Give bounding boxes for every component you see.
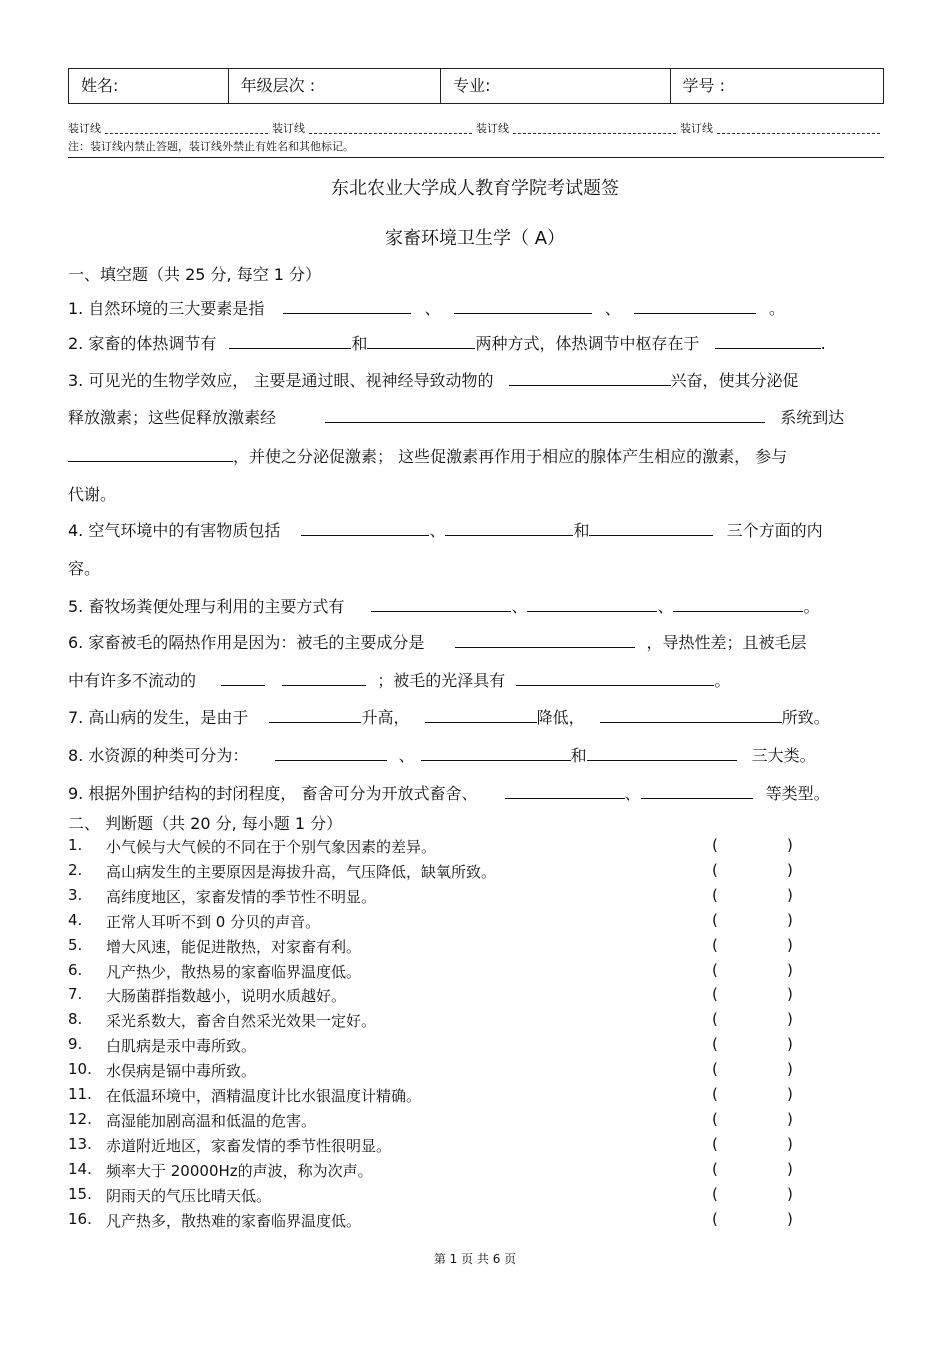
judgement-item (68, 1185, 808, 1205)
question-3-line4: 代谢。 (68, 485, 117, 504)
judgement-item (68, 1110, 808, 1130)
course-title: 家畜环境卫生学（ A） (384, 228, 566, 249)
section1-heading: 一、填空题（共 25 分, 每空 1 分） (68, 265, 322, 284)
answer-paren-close[interactable]: ) (787, 860, 793, 879)
item-text: 阴雨天的气压比晴天低。 (106, 1186, 272, 1205)
item-number: 1. (68, 836, 83, 854)
blank[interactable] (587, 746, 737, 761)
item-number: 16. (68, 1209, 92, 1228)
item-text: 高纬度地区，家畜发情的季节性不明显。 (106, 887, 377, 906)
blank[interactable] (527, 597, 657, 612)
item-text: 大肠菌群指数越小，说明水质越好。 (106, 987, 347, 1006)
student-id-label: 学号 : (682, 76, 726, 95)
judgement-item (68, 1035, 808, 1055)
question-3-line2: 释放激素；这些促释放激素经 系统到达 (68, 408, 845, 427)
answer-paren-open[interactable]: ( (712, 1209, 718, 1228)
name-field[interactable] (69, 69, 229, 103)
item-number: 12. (68, 1109, 92, 1128)
item-text: 正常人耳听不到 0 分贝的声音。 (106, 912, 321, 931)
student-info-table (68, 68, 884, 104)
item-number: 11. (68, 1085, 92, 1103)
item-number: 6. (68, 960, 83, 979)
answer-paren-open[interactable]: ( (712, 1159, 718, 1178)
judgement-item (68, 985, 808, 1005)
judgement-item (68, 861, 808, 881)
answer-paren-close[interactable]: ) (787, 1209, 793, 1228)
item-number: 4. (68, 910, 83, 929)
answer-paren-open[interactable]: ( (712, 1010, 718, 1029)
answer-paren-open[interactable]: ( (712, 860, 718, 879)
blank[interactable] (421, 746, 571, 761)
item-number: 15. (68, 1184, 92, 1203)
answer-paren-close[interactable]: ) (787, 985, 793, 1004)
item-text: 在低温环境中，酒精温度计比水银温度计精确。 (106, 1087, 422, 1105)
major-label: 专业: (453, 76, 491, 95)
blank[interactable] (425, 708, 537, 723)
blank[interactable] (282, 671, 366, 686)
major-field[interactable] (441, 69, 670, 103)
blank[interactable] (445, 521, 573, 536)
judgement-item (68, 836, 808, 856)
item-text: 频率大于 20000Hz的声波，称为次声。 (106, 1161, 373, 1180)
blank[interactable] (673, 597, 803, 612)
item-number: 9. (68, 1035, 83, 1054)
item-text: 高山病发生的主要原因是海拔升高，气压降低，缺氧所致。 (106, 862, 497, 881)
item-text: 高湿能加剧高温和低温的危害。 (106, 1111, 317, 1130)
blank[interactable] (229, 334, 351, 349)
answer-paren-open[interactable]: ( (712, 1060, 718, 1079)
binding-dash (513, 127, 676, 134)
judgement-item (68, 911, 808, 931)
item-number: 7. (68, 985, 83, 1004)
answer-paren-close[interactable]: ) (787, 836, 793, 854)
answer-paren-open[interactable]: ( (712, 1184, 718, 1203)
question-7: 7. 高山病的发生，是由于 升高， 降低， 所致。 (68, 708, 830, 727)
answer-paren-open[interactable]: ( (712, 935, 718, 954)
answer-paren-close[interactable]: ) (787, 1060, 793, 1079)
answer-paren-close[interactable]: ) (787, 1035, 793, 1054)
binding-dash (105, 127, 268, 134)
answer-paren-close[interactable]: ) (787, 885, 793, 904)
answer-paren-open[interactable]: ( (712, 1035, 718, 1054)
binding-label: 装订线 (476, 122, 509, 135)
student-id-field[interactable] (671, 69, 883, 103)
binding-label: 装订线 (272, 122, 305, 135)
item-number: 8. (68, 1010, 83, 1029)
blank[interactable] (68, 447, 233, 462)
item-text: 赤道附近地区，家畜发情的季节性很明显。 (106, 1136, 392, 1155)
judgement-item (68, 1085, 808, 1105)
name-label: 姓名: (81, 76, 119, 95)
section2-heading: 二、 判断题（共 20 分, 每小题 1 分） (68, 814, 343, 833)
question-6-line2: 中有许多不流动的 ；被毛的光泽具有 。 (68, 671, 731, 690)
answer-paren-open[interactable]: ( (712, 836, 718, 854)
blank[interactable] (600, 708, 782, 723)
blank[interactable] (269, 708, 361, 723)
binding-dash (309, 127, 472, 134)
item-text: 水俣病是镉中毒所致。 (106, 1062, 257, 1081)
blank[interactable] (715, 334, 821, 349)
item-number: 13. (68, 1134, 92, 1153)
blank[interactable] (283, 299, 411, 314)
item-number: 14. (68, 1159, 92, 1178)
blank[interactable] (371, 597, 511, 612)
grade-label: 年级层次 : (240, 76, 316, 95)
answer-paren-close[interactable]: ) (787, 935, 793, 954)
judgement-item (68, 1160, 808, 1180)
item-text: 白肌病是汞中毒所致。 (106, 1037, 257, 1056)
blank[interactable] (641, 784, 753, 799)
blank[interactable] (221, 671, 265, 686)
question-4-line2: 容。 (68, 559, 101, 578)
judgement-item (68, 1135, 808, 1155)
question-1: 1. 自然环境的三大要素是指 、 、 。 (68, 299, 785, 318)
item-text: 凡产热少，散热易的家畜临界温度低。 (106, 962, 362, 981)
blank[interactable] (455, 633, 635, 648)
page-footer: 第 1 页 共 6 页 (433, 1252, 517, 1266)
question-5: 5. 畜牧场粪便处理与利用的主要方式有 、 、 。 (68, 597, 820, 616)
judgement-item (68, 886, 808, 906)
answer-paren-close[interactable]: ) (787, 960, 793, 979)
binding-dash (717, 127, 880, 134)
answer-paren-close[interactable]: ) (787, 1159, 793, 1178)
answer-paren-open[interactable]: ( (712, 985, 718, 1004)
question-6: 6. 家畜被毛的隔热作用是因为：被毛的主要成分是 ，导热性差；且被毛层 (68, 633, 807, 652)
binding-label: 装订线 (68, 122, 101, 135)
question-8: 8. 水资源的种类可分为： 、 和 三大类。 (68, 746, 816, 765)
answer-paren-close[interactable]: ) (787, 1184, 793, 1203)
header-divider (68, 157, 884, 158)
item-text: 凡产热多，散热难的家畜临界温度低。 (106, 1211, 362, 1230)
item-text: 采光系数大，畜舍自然采光效果一定好。 (106, 1012, 377, 1031)
answer-paren-open[interactable]: ( (712, 885, 718, 904)
blank[interactable] (325, 408, 765, 423)
blank[interactable] (367, 334, 475, 349)
answer-paren-open[interactable]: ( (712, 1109, 718, 1128)
blank[interactable] (454, 299, 592, 314)
blank[interactable] (634, 299, 756, 314)
judgement-item (68, 1060, 808, 1080)
question-3-line1: 3. 可见光的生物学效应， 主要是通过眼、视神经导致动物的 兴奋，使其分泌促 (68, 371, 799, 390)
binding-line (68, 120, 884, 136)
blank[interactable] (516, 671, 714, 686)
item-text: 小气候与大气候的不同在于个别气象因素的差异。 (106, 838, 437, 856)
answer-paren-close[interactable]: ) (787, 1085, 793, 1103)
answer-paren-open[interactable]: ( (712, 910, 718, 929)
answer-paren-close[interactable]: ) (787, 1010, 793, 1029)
blank[interactable] (505, 784, 625, 799)
item-number: 3. (68, 885, 83, 904)
binding-note: 注：装订线内禁止答题，装订线外禁止有姓名和其他标记。 (68, 140, 354, 153)
school-title: 东北农业大学成人教育学院考试题签 (331, 178, 619, 199)
answer-paren-close[interactable]: ) (787, 1134, 793, 1153)
judgement-item (68, 936, 808, 956)
binding-label: 装订线 (680, 122, 713, 135)
question-3-line3: ，并使之分泌促激素； 这些促激素再作用于相应的腺体产生相应的激素， 参与 (68, 444, 787, 467)
judgement-item (68, 1010, 808, 1030)
answer-paren-close[interactable]: ) (787, 910, 793, 929)
answer-paren-open[interactable]: ( (712, 1134, 718, 1153)
blank[interactable] (589, 521, 713, 536)
blank[interactable] (509, 371, 671, 386)
answer-paren-open[interactable]: ( (712, 1085, 718, 1103)
blank[interactable] (275, 746, 387, 761)
blank[interactable] (301, 521, 429, 536)
item-number: 2. (68, 860, 83, 879)
grade-field[interactable] (229, 69, 441, 103)
question-2: 2. 家畜的体热调节有 和 两种方式，体热调节中枢存在于 . (68, 334, 826, 353)
answer-paren-open[interactable]: ( (712, 960, 718, 979)
item-text: 增大风速，能促进散热，对家畜有利。 (106, 937, 362, 956)
question-4: 4. 空气环境中的有害物质包括 、 和 三个方面的内 (68, 521, 823, 540)
question-9: 9. 根据外围护结构的封闭程度， 畜舍可分为开放式畜舍、 、 等类型。 (68, 784, 830, 803)
judgement-item (68, 1210, 808, 1230)
answer-paren-close[interactable]: ) (787, 1109, 793, 1128)
item-number: 10. (68, 1060, 92, 1079)
judgement-item (68, 961, 808, 981)
item-number: 5. (68, 935, 83, 954)
